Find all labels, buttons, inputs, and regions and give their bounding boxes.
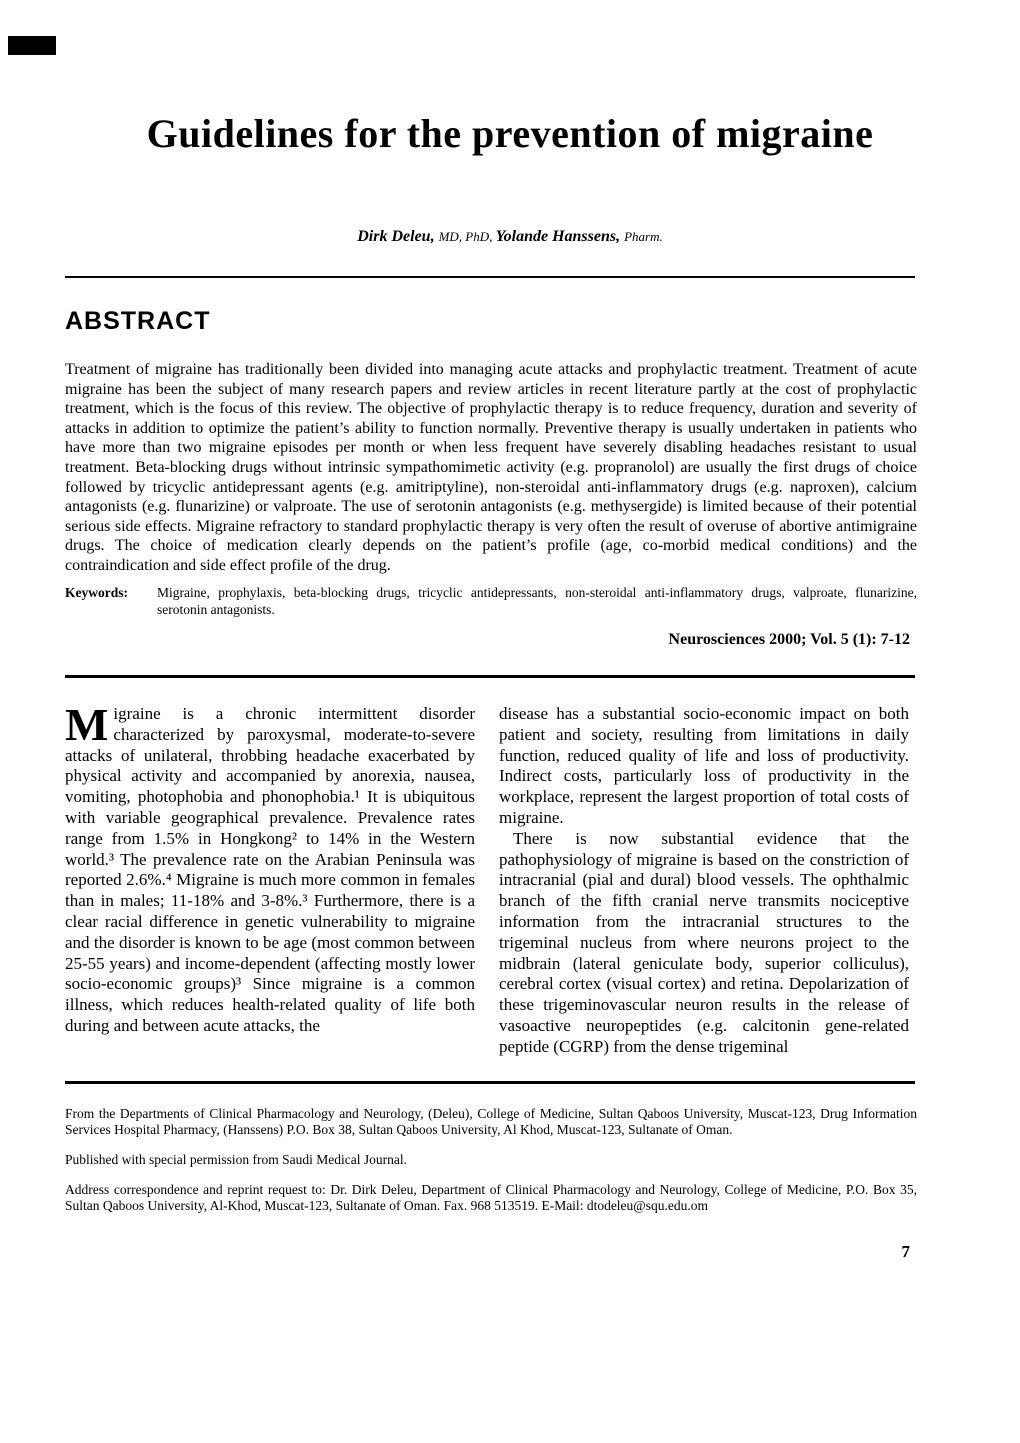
body-columns xyxy=(65,699,910,1058)
permission-note: Published with special permission from Saudi Medical Journal. xyxy=(65,1152,407,1167)
affiliation-note: From the Departments of Clinical Pharmacology and Neurology, (Deleu), College of Medicine, Sultan Qaboos University, Muscat-123, Drug Information Services Hospital Pharmacy, (Hanssens) P.O. Box 38, Sultan Qaboos University, Al Khod, Muscat-123, Sultanate of Oman. xyxy=(65,1106,917,1137)
correspondence-note: Address correspondence and reprint request to: Dr. Dirk Deleu, Department of Clinical Pharmacology and Neurology, College of Medicine, P.O. Box 35, Sultan Qaboos University, Al-Khod, Muscat-123, Sultanate of Oman. Fax. 968 513519. E-Mail: dtodeleu@squ.edu.om xyxy=(65,1182,917,1213)
abstract-heading: ABSTRACT xyxy=(65,307,211,335)
footnote-block xyxy=(65,1106,917,1228)
keywords-text: Migraine, prophylaxis, beta-blocking drugs, tricyclic antidepressants, non-steroidal anti-inflammatory drugs, valproate, flunarizine, serotonin antagonists. xyxy=(157,585,917,617)
author-name: Dirk Deleu, xyxy=(357,228,435,245)
drop-cap: M xyxy=(65,699,109,750)
page-number: 7 xyxy=(901,1242,910,1261)
abstract-body: Treatment of migraine has traditionally been divided into managing acute attacks and prophylactic treatment. Treatment of acute migraine has been the subject of many research papers and review articles in recent literature partly at the cost of prophylactic treatment, which is the focus of this review. The objective of prophylactic therapy is to reduce frequency, duration and severity of attacks in addition to optimize the patient’s ability to function normally. Preventive therapy is usually undertaken in patients who have more than two migraine episodes per month or when less frequent have severely disabling headaches resistant to usual treatment. Beta-blocking drugs without intrinsic sympathomimetic activity (e.g. propranolol) are usually the first drugs of choice followed by tricyclic antidepressant agents (e.g. amitriptyline), non-steroidal anti-inflammatory drugs (e.g. naproxen), calcium antagonists (e.g. flunarizine) or valproate. The use of serotonin antagonists (e.g. methysergide) is limited because of their potential serious side effects. Migraine refractory to standard prophylactic therapy is very often the result of overuse of abortive antimigraine drugs. The choice of medication clearly depends on the patient’s profile (age, co-morbid medical conditions) and the contraindication and side effect profile of the drug. xyxy=(65,361,917,574)
journal-citation: Neurosciences 2000; Vol. 5 (1): 7-12 xyxy=(668,631,910,648)
keywords-label: Keywords: xyxy=(65,585,128,600)
scan-artifact-mark xyxy=(8,36,56,55)
author-credentials: MD, PhD, xyxy=(438,229,496,244)
divider-rule-footer xyxy=(65,1081,915,1084)
author-name: Yolande Hanssens, xyxy=(495,228,621,245)
divider-rule-top xyxy=(65,276,915,278)
keywords-row xyxy=(65,585,917,618)
divider-rule-middle xyxy=(65,675,915,678)
right-column-paragraph-1: disease has a substantial socio-economic impact on both patient and society, resulting from limitations in daily function, reduced quality of life and loss of productivity. Indirect costs, particularly loss of productivity in the workplace, represent the largest proportion of total costs of migraine. xyxy=(499,704,909,827)
right-column xyxy=(499,704,909,1058)
left-column-paragraph xyxy=(65,699,475,1037)
left-column xyxy=(65,699,475,1058)
page-title: Guidelines for the prevention of migraine xyxy=(146,111,874,156)
right-column-paragraph-2: There is now substantial evidence that the pathophysiology of migraine is based on the constriction of intracranial (pial and dural) blood vessels. The ophthalmic branch of the fifth cranial nerve transmits nociceptive information from the intracranial structures to the trigeminal nucleus from where neurons project to the midbrain (lateral geniculate body, superior colliculus), cerebral cortex (visual cortex) and retina. Depolarization of these trigeminovascular neuron results in the release of vasoactive neuropeptides (e.g. calcitonin gene-related peptide (CGRP) from the dense trigeminal xyxy=(499,828,909,1056)
author-credentials: Pharm. xyxy=(624,229,663,244)
left-column-text: igraine is a chronic intermittent disorder characterized by paroxysmal, moderate-to-severe attacks of unilateral, throbbing headache exacerbated by physical activity and accompanied by anorexia, nausea, vomiting, photophobia and phonophobia.¹ It is ubiquitous with variable geographical prevalence. Prevalence rates range from 1.5% in Hongkong² to 14% in the Western world.³ The prevalence rate on the Arabian Peninsula was reported 2.6%.⁴ Migraine is much more common in females than in males; 11-18% and 3-8%.³ Furthermore, there is a clear racial difference in genetic vulnerability to migraine and the disorder is known to be age (most common between 25-55 years) and income-dependent (affecting mostly lower socio-economic groups)³ Since migraine is a common illness, which reduces health-related quality of life both during and between acute attacks, the xyxy=(65,704,475,1035)
authors-line xyxy=(0,228,1020,246)
